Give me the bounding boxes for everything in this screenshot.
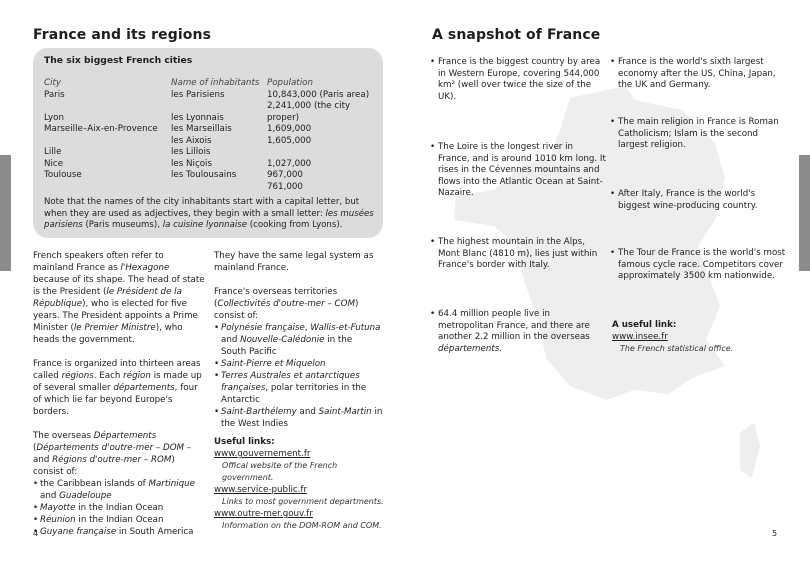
- com-list: [214, 322, 386, 430]
- list-item: • Réunion in the Indian Ocean: [33, 514, 205, 526]
- city-header: City: [44, 78, 62, 88]
- fact-mont-blanc: • The highest mountain in the Alps, Mont Blanc (4810 m), lies just within France's border with Italy.: [430, 237, 606, 272]
- fact-wine: • After Italy, France is the world's biggest wine-producing country.: [610, 189, 790, 212]
- useful-links-title: Useful links:: [214, 437, 275, 447]
- left-text-column: [33, 250, 205, 538]
- link-gouvernement[interactable]: www.gouvernement.fr: [214, 449, 311, 459]
- inhabitants-cell: les Aixois: [171, 135, 212, 146]
- right-text-column: [214, 250, 386, 532]
- list-item: • the Caribbean islands of Martinique and Guadeloupe: [33, 478, 205, 502]
- left-edge-bar: [0, 155, 11, 271]
- fact-loire: • The Loire is the longest river in France, and is around 1010 km long. It rises in the Cévennes mountains and flows into the Atlantic Ocean at Saint-Nazaire.: [430, 142, 606, 200]
- dom-list: [33, 478, 205, 538]
- right-edge-bar: [799, 155, 810, 271]
- population-cell: 2,241,000 (the city proper): [267, 101, 351, 123]
- city-column: [44, 78, 174, 182]
- link-description: Information on the DOM-ROM and COM.: [222, 521, 382, 530]
- link-description: Offical website of the French government.: [222, 461, 338, 482]
- fact-population: • 64.4 million people live in metropolitan France, and there are another 2.2 million in the overseas départements.: [430, 309, 606, 355]
- list-item: • Saint-Barthélemy and Saint-Martin in the West Indies: [214, 406, 386, 430]
- fact-religion: • The main religion in France is Roman Catholicism; Islam is the second largest religion.: [610, 117, 790, 152]
- inhabitants-cell: les Marseillais: [171, 124, 232, 134]
- population-cell: 1,609,000: [267, 124, 312, 134]
- population-cell: 761,000: [267, 181, 303, 192]
- fact-tour-de-france: • The Tour de France is the world's most famous cycle race. Competitors cover approximately 3500 km nationwide.: [610, 248, 790, 283]
- city-cell: Marseille–Aix-en-Provence: [44, 124, 158, 134]
- inhabitants-cell: les Lillois: [171, 147, 211, 157]
- inhabitants-header: Name of inhabitants: [171, 78, 260, 88]
- fact-size: • France is the biggest country by area in Western Europe, covering 544,000 km² (well over twice the size of the UK).: [430, 57, 606, 103]
- city-cell: Lyon: [44, 112, 65, 123]
- list-item: • Terres Australes et antarctiques françaises, polar territories in the Antarctic: [214, 370, 386, 406]
- cities-box: [33, 48, 383, 238]
- paragraph-legal: They have the same legal system as mainland France.: [214, 251, 374, 273]
- inhabitants-cell: les Toulousains: [171, 170, 237, 180]
- link-insee[interactable]: www.insee.fr: [612, 332, 668, 342]
- population-cell: 10,843,000 (Paris area): [267, 89, 370, 100]
- city-cell: Toulouse: [44, 170, 82, 180]
- page-number-right: 5: [772, 529, 778, 538]
- link-description: Links to most government departments.: [222, 497, 384, 506]
- city-cell: Paris: [44, 89, 65, 100]
- inhabitants-column: [171, 78, 271, 182]
- city-cell: Nice: [44, 158, 64, 169]
- link-service-public[interactable]: www.service-public.fr: [214, 485, 308, 495]
- inhabitants-cell: les Parisiens: [171, 89, 225, 100]
- list-item: • Saint-Pierre et Miquelon: [214, 358, 386, 370]
- list-item: • Guyane française in South America: [33, 526, 205, 538]
- inhabitants-cell: les Lyonnais: [171, 112, 224, 123]
- page-title-left: France and its regions: [33, 27, 211, 43]
- inhabitants-cell: les Niçois: [171, 158, 212, 169]
- paragraph-dom: The overseas Départements (Départements d'outre-mer – DOM – and Régions d'outre-mer – ROM) consist of:: [33, 431, 192, 477]
- paragraph-com: France's overseas territories (Collectivités d'outre-mer – COM) consist of:: [214, 287, 359, 321]
- cities-box-title: The six biggest French cities: [44, 55, 193, 66]
- page-title-right: A snapshot of France: [432, 27, 601, 43]
- population-header: Population: [267, 78, 313, 88]
- population-column: [267, 78, 381, 193]
- insee-link-block: [612, 319, 782, 355]
- population-cell: 967,000: [267, 170, 303, 180]
- fact-economy: • France is the world's sixth largest economy after the US, China, Japan, the UK and Germany.: [610, 57, 790, 92]
- link-outre-mer[interactable]: www.outre-mer.gouv.fr: [214, 509, 313, 519]
- cities-note: Note that the names of the city inhabitants start with a capital letter, but when they are used as adjectives, they begin with a small letter: les musées parisiens (Paris museums), la cuisine lyonnaise (cooking from Lyons).: [44, 197, 374, 230]
- useful-link-title: A useful link:: [612, 320, 677, 330]
- population-cell: 1,605,000: [267, 135, 312, 146]
- population-cell: 1,027,000: [267, 158, 312, 169]
- paragraph-regions: France is organized into thirteen areas called régions. Each région is made up of several smaller départements, four of which lie far beyond Europe's borders.: [33, 359, 202, 417]
- link-description: The French statistical office.: [620, 344, 734, 353]
- list-item: • Polynésie française, Wallis-et-Futuna and Nouvelle-Calédonie in the South Pacific: [214, 322, 386, 358]
- page-number-left: 4: [33, 529, 39, 538]
- city-cell: Lille: [44, 147, 62, 157]
- list-item: • Mayotte in the Indian Ocean: [33, 502, 205, 514]
- paragraph-head-of-state: French speakers often refer to mainland France as l'Hexagone because of its shape. The head of state is the President (le Président de la République), who is elected for five years. The President appoints a Prime Minister (le Premier Ministre), who heads the government.: [33, 251, 205, 345]
